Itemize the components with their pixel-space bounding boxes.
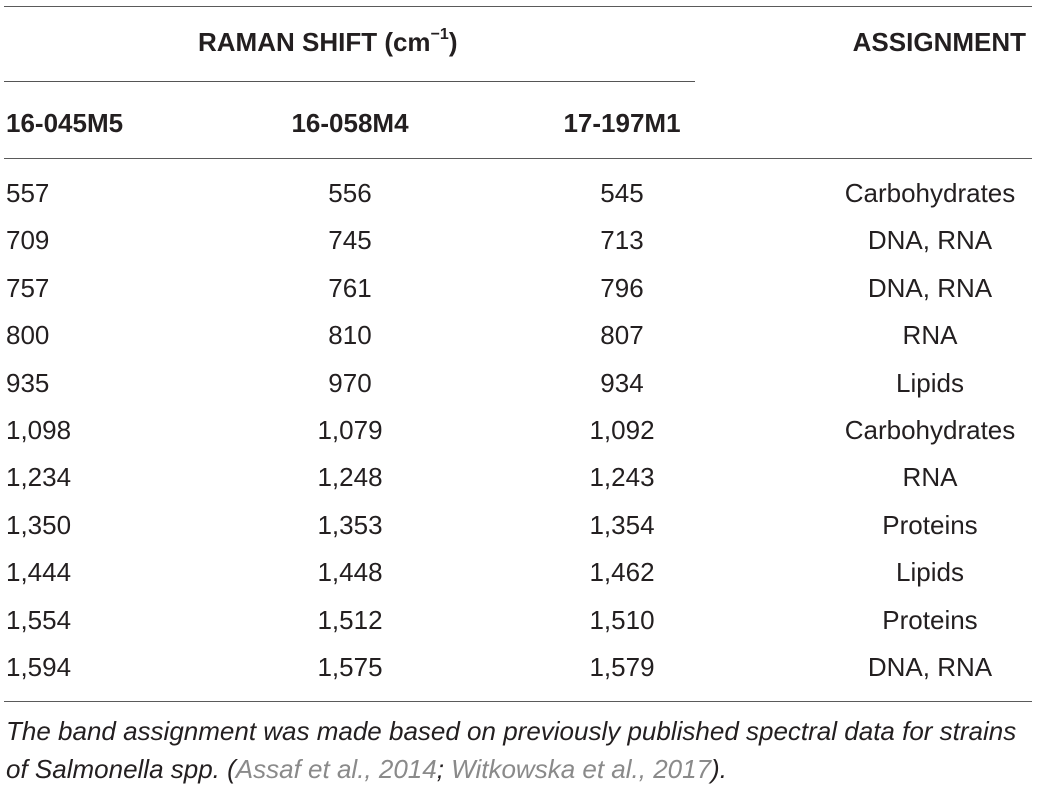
column-header-1: 16-045M5 bbox=[6, 108, 124, 138]
cell-assignment: DNA, RNA bbox=[867, 225, 993, 256]
citation-witkowska[interactable]: Witkowska et al., 2017 bbox=[451, 754, 712, 784]
cell-assignment: RNA bbox=[902, 320, 958, 351]
cell-16-058m4: 810 bbox=[328, 320, 372, 351]
cell-16-058m4: 1,353 bbox=[317, 509, 383, 540]
cell-16-058m4: 761 bbox=[328, 272, 372, 303]
group-header-superscript: −1 bbox=[430, 26, 449, 44]
cell-17-197m1: 1,462 bbox=[589, 557, 655, 588]
citation-separator: ; bbox=[436, 754, 452, 784]
cell-16-045m5: 1,594 bbox=[6, 652, 72, 682]
column-header-2: 16-058M4 bbox=[291, 108, 409, 138]
cell-16-058m4: 1,448 bbox=[317, 557, 383, 588]
group-header-close: ) bbox=[448, 27, 458, 57]
cell-16-058m4: 1,512 bbox=[317, 604, 383, 635]
cell-16-058m4: 556 bbox=[328, 178, 372, 208]
group-header-raman-shift bbox=[198, 27, 457, 57]
footnote-text: The band assignment was made based on previously published spectral data for strains of Salmonella spp. ( bbox=[6, 716, 1017, 784]
cell-17-197m1: 545 bbox=[600, 178, 644, 208]
group-header-main: RAMAN SHIFT (cm bbox=[198, 27, 431, 57]
cell-assignment: Carbohydrates bbox=[844, 415, 1016, 445]
table-footnote bbox=[6, 712, 1036, 788]
footnote-end: ). bbox=[711, 754, 727, 784]
cell-16-058m4: 1,248 bbox=[317, 462, 383, 493]
cell-17-197m1: 796 bbox=[600, 272, 644, 303]
cell-16-045m5: 935 bbox=[6, 367, 50, 398]
cell-16-045m5: 1,234 bbox=[6, 462, 72, 493]
cell-assignment: DNA, RNA bbox=[867, 652, 993, 682]
cell-assignment: RNA bbox=[902, 462, 958, 493]
cell-16-045m5: 800 bbox=[6, 320, 50, 351]
cell-16-045m5: 1,444 bbox=[6, 557, 72, 588]
cell-17-197m1: 1,092 bbox=[589, 415, 655, 445]
cell-16-058m4: 745 bbox=[328, 225, 372, 256]
cell-17-197m1: 934 bbox=[600, 367, 644, 398]
group-header-underline bbox=[4, 81, 695, 82]
cell-16-045m5: 757 bbox=[6, 272, 50, 303]
cell-17-197m1: 1,243 bbox=[589, 462, 655, 493]
cell-17-197m1: 713 bbox=[600, 225, 644, 256]
cell-assignment: Proteins bbox=[882, 604, 978, 635]
cell-assignment: DNA, RNA bbox=[867, 272, 993, 303]
cell-16-058m4: 1,079 bbox=[317, 415, 383, 445]
header-bottom-rule bbox=[4, 158, 1032, 159]
assignment-header: ASSIGNMENT bbox=[852, 27, 1026, 57]
cell-16-045m5: 1,098 bbox=[6, 415, 72, 445]
table-bottom-rule bbox=[4, 701, 1032, 702]
cell-assignment: Carbohydrates bbox=[844, 178, 1016, 208]
table-top-rule bbox=[4, 6, 1032, 7]
cell-17-197m1: 807 bbox=[600, 320, 644, 351]
cell-16-045m5: 557 bbox=[6, 178, 50, 208]
cell-assignment: Lipids bbox=[896, 367, 964, 398]
cell-16-045m5: 1,554 bbox=[6, 604, 72, 635]
cell-16-045m5: 1,350 bbox=[6, 509, 72, 540]
cell-16-058m4: 970 bbox=[328, 367, 372, 398]
citation-assaf[interactable]: Assaf et al., 2014 bbox=[235, 754, 437, 784]
cell-17-197m1: 1,510 bbox=[589, 604, 655, 635]
cell-17-197m1: 1,579 bbox=[589, 652, 655, 682]
cell-assignment: Lipids bbox=[896, 557, 964, 588]
cell-16-045m5: 709 bbox=[6, 225, 50, 256]
cell-17-197m1: 1,354 bbox=[589, 509, 655, 540]
column-header-3: 17-197M1 bbox=[563, 108, 681, 138]
cell-16-058m4: 1,575 bbox=[317, 652, 383, 682]
cell-assignment: Proteins bbox=[882, 509, 978, 540]
